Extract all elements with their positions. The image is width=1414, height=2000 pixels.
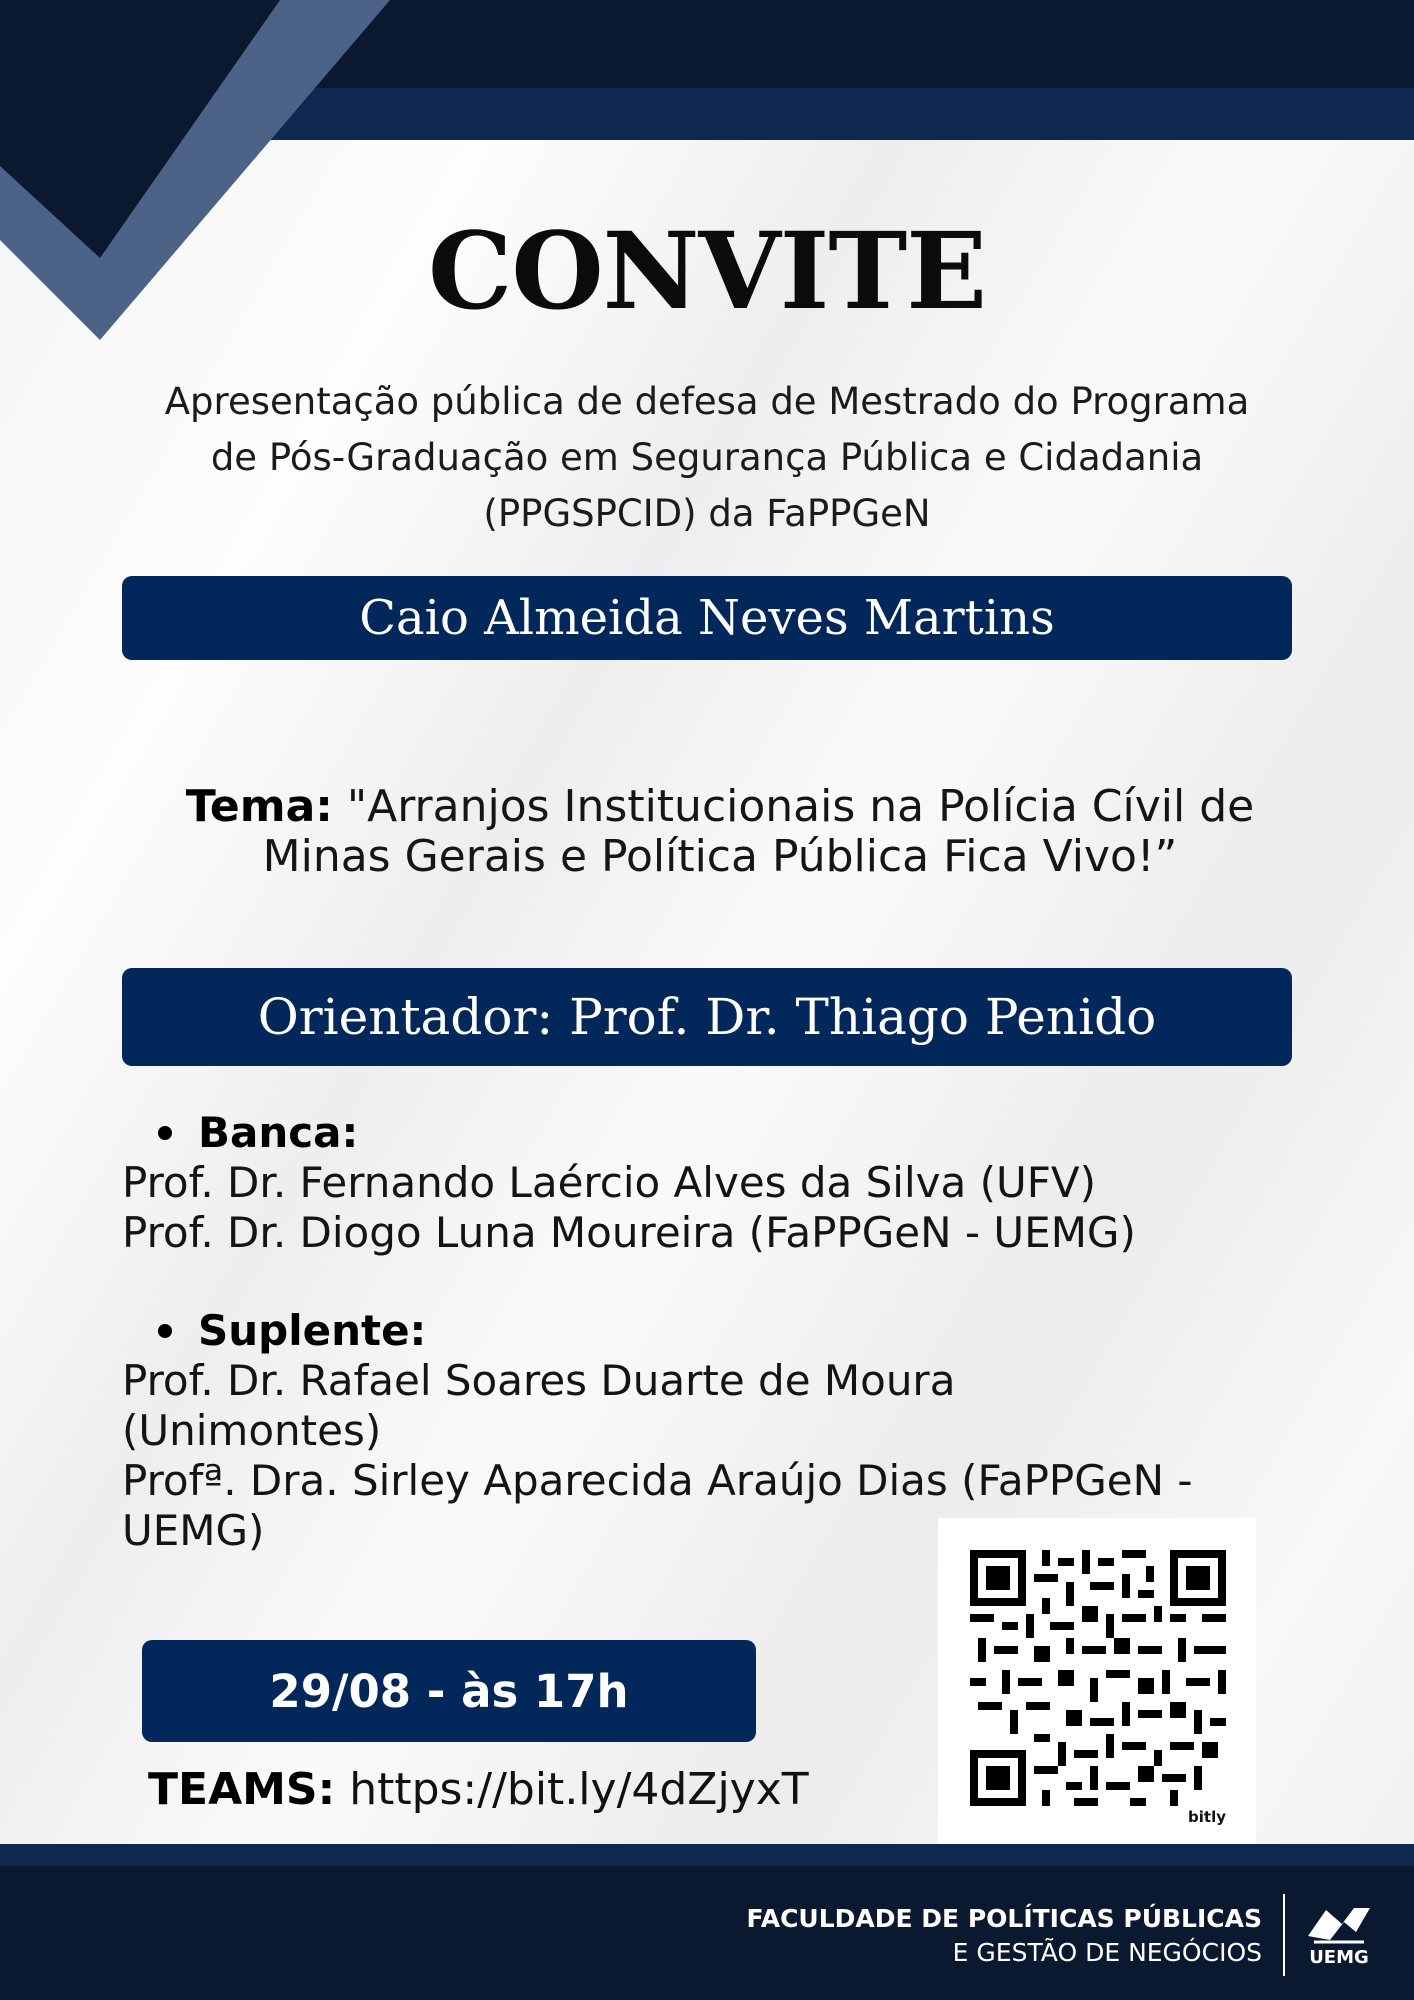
banca-label: Banca: <box>198 1108 359 1157</box>
theme-text: Minas Gerais e Política Pública Fica Vivo!” <box>262 831 1178 882</box>
bullet-icon <box>158 1324 172 1338</box>
date-time-banner <box>142 1640 756 1742</box>
uemg-logo-icon <box>1304 1902 1374 1968</box>
faculty-name-line: FACULDADE DE POLÍTICAS PÚBLICAS <box>746 1904 1262 1933</box>
banca-heading <box>122 1108 1352 1158</box>
bottom-accent-stripe <box>0 1844 1414 1866</box>
theme-block <box>130 782 1310 882</box>
banca-member: Prof. Dr. Diogo Luna Moureira (FaPPGeN - UEMG) <box>122 1208 1136 1257</box>
faculty-name-line: E GESTÃO DE NEGÓCIOS <box>952 1938 1262 1967</box>
candidate-name-banner <box>122 576 1292 660</box>
advisor-banner <box>122 968 1292 1066</box>
banca-section <box>122 1108 1352 1258</box>
theme-text: "Arranjos Institucionais na Polícia Cívil de <box>332 781 1255 832</box>
faculty-name <box>747 1902 1262 1970</box>
uemg-emblem <box>1304 1902 1374 1946</box>
uemg-logo-text: UEMG <box>1309 1947 1369 1968</box>
suplente-line: UEMG) <box>122 1506 265 1555</box>
suplente-heading <box>122 1306 1352 1356</box>
invitation-title: CONVITE <box>427 208 987 333</box>
footer-divider <box>1283 1894 1285 1976</box>
event-description <box>90 374 1324 542</box>
theme-label: Tema: <box>185 781 333 832</box>
description-line: de Pós-Graduação em Segurança Pública e Cidadania <box>210 436 1204 479</box>
teams-link-line <box>148 1764 809 1815</box>
candidate-name: Caio Almeida Neves Martins <box>359 590 1055 646</box>
description-line: (PPGSPCID) da FaPPGeN <box>483 492 931 535</box>
qr-code-icon[interactable] <box>938 1518 1256 1844</box>
bullet-icon <box>158 1126 172 1140</box>
advisor-name: Orientador: Prof. Dr. Thiago Penido <box>257 988 1157 1046</box>
description-line: Apresentação pública de defesa de Mestrado do Programa <box>164 380 1250 423</box>
banca-member: Prof. Dr. Fernando Laércio Alves da Silva (UFV) <box>122 1158 1096 1207</box>
teams-label: TEAMS: <box>148 1764 336 1815</box>
suplente-line: Prof. Dr. Rafael Soares Duarte de Moura <box>122 1356 956 1405</box>
suplente-line: Profª. Dra. Sirley Aparecida Araújo Dias (FaPPGeN - <box>122 1456 1193 1505</box>
teams-link[interactable]: https://bit.ly/4dZjyxT <box>335 1764 809 1815</box>
qr-code-graphic <box>970 1550 1226 1806</box>
suplente-label: Suplente: <box>198 1306 427 1355</box>
suplente-line: (Unimontes) <box>122 1406 382 1455</box>
date-time: 29/08 - às 17h <box>269 1664 629 1718</box>
qr-caption: bitly <box>1188 1808 1226 1826</box>
